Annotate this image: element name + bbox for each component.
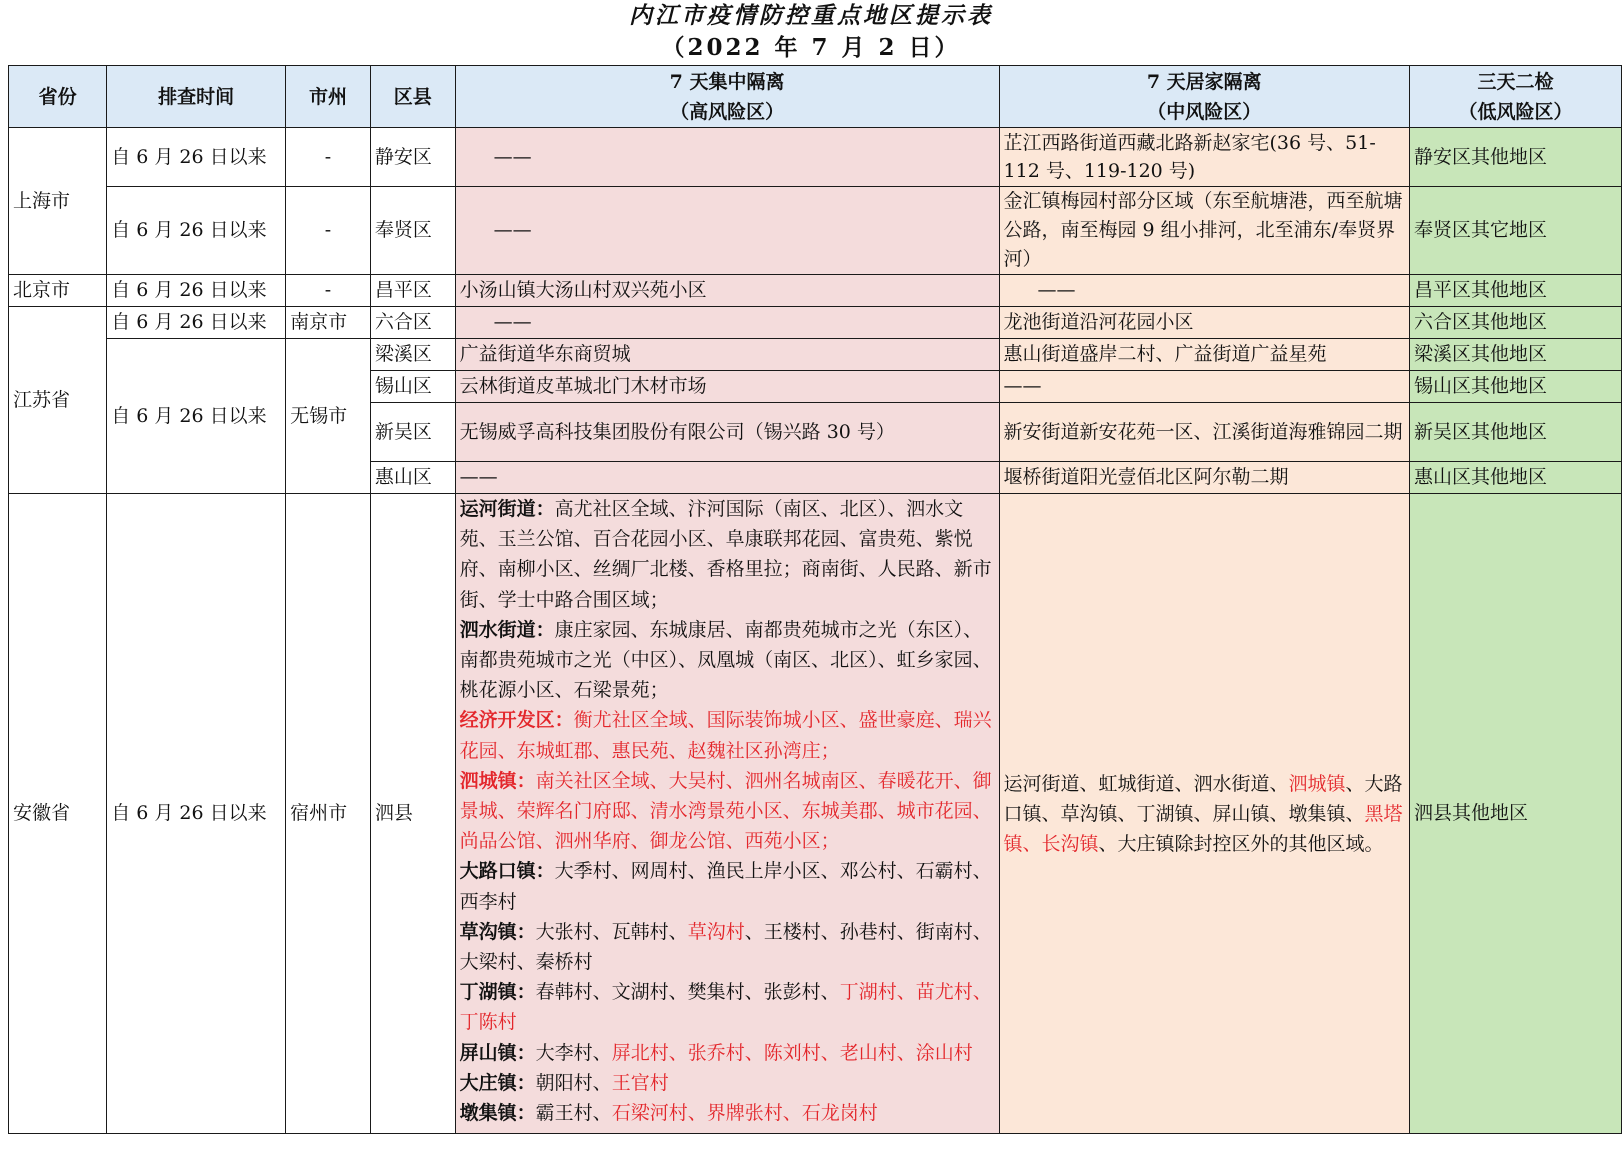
area-text: 石梁河村、界牌张村、石龙岗村 <box>611 1102 878 1125</box>
header-mid-line1: 7 天居家隔离 <box>1146 70 1262 93</box>
table-row <box>9 128 1622 187</box>
area-label: 泗城镇： <box>459 769 536 792</box>
city-cell: - <box>286 275 371 307</box>
city-cell: 南京市 <box>286 307 371 339</box>
district-cell: 惠山区 <box>370 462 455 494</box>
low-risk-cell: 六合区其他地区 <box>1410 307 1622 339</box>
district-cell: 静安区 <box>370 128 455 187</box>
mid-risk-cell: 堰桥街道阳光壹佰北区阿尔勒二期 <box>999 462 1409 494</box>
header-city: 市州 <box>286 66 371 128</box>
district-cell: 六合区 <box>370 307 455 339</box>
low-risk-cell: 惠山区其他地区 <box>1410 462 1622 494</box>
low-risk-cell: 梁溪区其他地区 <box>1410 339 1622 371</box>
high-risk-cell: 无锡威孚高科技集团股份有限公司（锡兴路 30 号） <box>455 403 999 462</box>
high-risk-entry <box>460 917 995 977</box>
high-risk-entry <box>460 1038 995 1068</box>
high-risk-entry <box>460 615 995 706</box>
district-cell: 泗县 <box>370 494 455 1134</box>
area-text: 康庄家园、东城康居、南都贵苑城市之光（东区）、南都贵苑城市之光（中区）、凤凰城（南区、北区）、虹乡家园、桃花源小区、石梁景苑； <box>459 618 992 702</box>
city-cell: 宿州市 <box>286 494 371 1134</box>
time-cell: 自 6 月 26 日以来 <box>107 494 286 1134</box>
table-row <box>9 187 1622 275</box>
mid-risk-cell: 新安街道新安花苑一区、江溪街道海雅锦园二期 <box>999 403 1409 462</box>
high-risk-cell <box>455 494 999 1134</box>
area-text: 泗城镇 <box>1288 772 1346 795</box>
area-text: 高尤社区全域、汴河国际（南区、北区）、泗水文苑、玉兰公馆、百合花园小区、阜康联邦花园、富贵苑、紫悦府、南柳小区、丝绸厂北楼、香格里拉；商南街、人民路、新市街、学士中路合围区域； <box>459 498 992 611</box>
table-row <box>9 275 1622 307</box>
area-text: 、王楼村、孙巷村、街南村、大梁村、秦桥村 <box>459 920 992 974</box>
header-high-risk <box>455 66 999 128</box>
area-label: 大路口镇： <box>459 860 555 883</box>
table-row <box>9 494 1622 1134</box>
header-district: 区县 <box>370 66 455 128</box>
mid-risk-cell: 惠山街道盛岸二村、广益街道广益星苑 <box>999 339 1409 371</box>
high-risk-cell: 云林街道皮革城北门木材市场 <box>455 371 999 403</box>
province-cell: 江苏省 <box>9 307 107 494</box>
high-risk-entry <box>460 977 995 1037</box>
area-text: 王官村 <box>611 1071 669 1094</box>
time-cell: 自 6 月 26 日以来 <box>107 187 286 275</box>
header-low-risk <box>1410 66 1622 128</box>
high-risk-cell: 小汤山镇大汤山村双兴苑小区 <box>455 275 999 307</box>
high-risk-cell: —— <box>455 307 999 339</box>
area-text: 朝阳村、 <box>535 1071 612 1094</box>
area-text: 大季村、网周村、渔民上岸小区、邓公村、石霸村、西李村 <box>459 860 992 913</box>
header-low-line1: 三天二检 <box>1477 70 1554 93</box>
table-row <box>9 307 1622 339</box>
area-text: 霸王村、 <box>535 1102 612 1125</box>
area-label: 草沟镇： <box>459 920 536 943</box>
district-cell: 昌平区 <box>370 275 455 307</box>
high-risk-entry <box>460 856 995 916</box>
area-label: 墩集镇： <box>459 1102 536 1125</box>
mid-risk-cell: —— <box>999 371 1409 403</box>
area-text: 南关社区全域、大吴村、泗州名城南区、春暖花开、御景城、荣辉名门府邸、清水湾景苑小区、东城美郡、城市花园、尚品公馆、泗州华府、御龙公馆、西苑小区； <box>459 769 992 853</box>
mid-risk-cell: 龙池街道沿河花园小区 <box>999 307 1409 339</box>
area-text: 、大庄镇除封控区外的其他区域。 <box>1098 832 1384 855</box>
district-cell: 梁溪区 <box>370 339 455 371</box>
time-cell: 自 6 月 26 日以来 <box>107 307 286 339</box>
low-risk-cell: 静安区其他地区 <box>1410 128 1622 187</box>
high-risk-entry <box>460 494 995 615</box>
time-cell: 自 6 月 26 日以来 <box>107 275 286 307</box>
city-cell: - <box>286 187 371 275</box>
low-risk-cell: 锡山区其他地区 <box>1410 371 1622 403</box>
area-text: 大张村、瓦韩村、 <box>535 920 688 943</box>
header-time: 排查时间 <box>107 66 286 128</box>
district-cell: 奉贤区 <box>370 187 455 275</box>
province-cell: 上海市 <box>9 128 107 275</box>
time-cell: 自 6 月 26 日以来 <box>107 128 286 187</box>
area-label: 经济开发区： <box>459 709 574 732</box>
high-risk-cell: —— <box>455 187 999 275</box>
time-cell: 自 6 月 26 日以来 <box>107 339 286 494</box>
area-label: 大庄镇： <box>459 1071 536 1094</box>
area-label: 运河街道： <box>459 498 555 520</box>
area-text: 、大路口镇、草沟镇、丁湖镇、屏山镇、墩集镇、 <box>1003 772 1403 825</box>
province-cell: 安徽省 <box>9 494 107 1134</box>
area-text: 草沟村 <box>687 920 745 943</box>
city-cell: 无锡市 <box>286 339 371 494</box>
low-risk-cell: 奉贤区其它地区 <box>1410 187 1622 275</box>
high-risk-cell: —— <box>455 462 999 494</box>
mid-risk-cell: 芷江西路街道西藏北路新赵家宅(36 号、51-112 号、119-120 号) <box>999 128 1409 187</box>
area-text: 黑塔镇、长沟镇 <box>1003 802 1403 855</box>
mid-risk-cell: —— <box>999 275 1409 307</box>
risk-area-table <box>8 65 1622 1134</box>
area-text: 运河街道、虹城街道、泗水街道、 <box>1003 772 1289 795</box>
city-cell: - <box>286 128 371 187</box>
area-text: 丁湖村、苗尤村、丁陈村 <box>459 981 992 1034</box>
district-cell: 锡山区 <box>370 371 455 403</box>
document-title <box>0 0 1622 64</box>
high-risk-entry <box>460 1098 995 1128</box>
header-mid-risk <box>999 66 1409 128</box>
header-high-line1: 7 天集中隔离 <box>669 70 785 93</box>
title-line-1: 内江市疫情防控重点地区提示表 <box>629 2 993 29</box>
title-line-2: （2022 年 7 月 2 日） <box>661 34 961 61</box>
header-row <box>9 66 1622 128</box>
high-risk-entry <box>460 1068 995 1098</box>
table-row <box>9 339 1622 371</box>
district-cell: 新吴区 <box>370 403 455 462</box>
high-risk-entry <box>460 705 995 765</box>
high-risk-cell: —— <box>455 128 999 187</box>
low-risk-cell: 泗县其他地区 <box>1410 494 1622 1134</box>
header-province: 省份 <box>9 66 107 128</box>
area-text: 屏北村、张乔村、陈刘村、老山村、涂山村 <box>611 1041 973 1064</box>
header-low-line2: （低风险区） <box>1458 100 1573 123</box>
mid-risk-cell <box>999 494 1409 1134</box>
low-risk-cell: 昌平区其他地区 <box>1410 275 1622 307</box>
high-risk-entry <box>460 766 995 857</box>
mid-risk-cell: 金汇镇梅园村部分区域（东至航塘港，西至航塘公路，南至梅园 9 组小排河，北至浦东/奉贤界河） <box>999 187 1409 275</box>
area-text: 大李村、 <box>535 1041 612 1064</box>
area-text: 衡尤社区全域、国际装饰城小区、盛世豪庭、瑞兴花园、东城虹郡、惠民苑、赵魏社区孙湾庄； <box>459 709 992 762</box>
header-high-line2: （高风险区） <box>670 100 785 123</box>
header-mid-line2: （中风险区） <box>1147 100 1262 123</box>
province-cell: 北京市 <box>9 275 107 307</box>
area-label: 屏山镇： <box>459 1041 536 1064</box>
area-label: 泗水街道： <box>459 618 555 641</box>
area-text: 春韩村、文湖村、樊集村、张彭村、 <box>535 981 840 1004</box>
area-label: 丁湖镇： <box>459 981 536 1004</box>
high-risk-cell: 广益街道华东商贸城 <box>455 339 999 371</box>
low-risk-cell: 新吴区其他地区 <box>1410 403 1622 462</box>
